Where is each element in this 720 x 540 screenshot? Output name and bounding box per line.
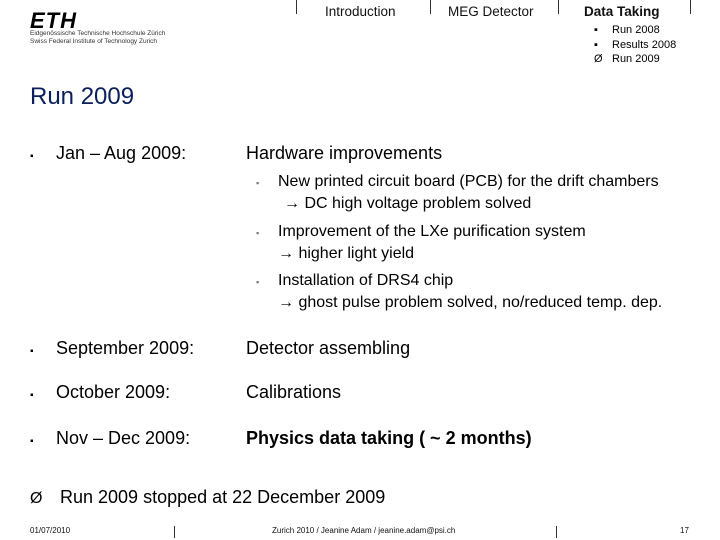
footer-author: Zurich 2010 / Jeanine Adam / jeanine.adam@psi.ch [272,526,456,535]
square-bullet-icon: ▪ [30,390,34,401]
nav-item-meg-detector[interactable]: MEG Detector [448,4,534,19]
hardware-item-result: → DC high voltage problem solved [284,195,532,212]
subnav-label: Results 2008 [612,39,677,51]
subnav-item-run-2009[interactable] [594,53,660,65]
row-label [30,338,194,359]
hardware-item [256,173,659,191]
hardware-item-text: New printed circuit board (PCB) for the drift chambers [278,173,659,190]
subnav-label: Run 2008 [612,24,660,36]
square-bullet-icon: ▪ [594,24,598,36]
hardware-item-result: → ghost pulse problem solved, no/reduced temp. dep. [278,294,663,311]
slide-title: Run 2009 [30,83,135,110]
nav-item-data-taking[interactable]: Data Taking [584,4,660,19]
page-number: 17 [680,526,689,535]
row-value: Hardware improvements [246,143,443,163]
nav-item-introduction[interactable]: Introduction [325,4,396,19]
square-bullet-icon: ▪ [594,39,598,51]
hardware-item-text: Installation of DRS4 chip [278,272,454,289]
logo-line2: Swiss Federal Institute of Technology Zurich [30,38,158,45]
footer-separator [556,526,557,538]
hardware-item [256,223,586,241]
row-label [30,382,170,403]
subnav-item-run-2008[interactable] [594,24,660,36]
nav-separator [558,0,559,14]
row-label [30,143,186,164]
conclusion-text: Run 2009 stopped at 22 December 2009 [60,487,386,507]
row-label-text: October 2009: [56,382,171,402]
arrow-bullet-icon: Ø [30,490,43,507]
nav-separator [690,0,691,14]
row-label-text: September 2009: [56,338,195,358]
hardware-item-result: → higher light yield [278,245,415,262]
eth-logo: ETH [30,8,77,33]
arrow-bullet-icon: Ø [594,53,603,65]
row-label-text: Jan – Aug 2009: [56,143,187,163]
row-label [30,428,190,449]
subnav-item-results-2008[interactable] [594,39,676,51]
square-bullet-icon: ▪ [30,436,34,447]
row-value: Physics data taking ( ~ 2 months) [246,428,532,448]
logo-line1: Eidgenössische Technische Hochschule Zürich [30,30,166,37]
square-bullet-icon: ▪ [30,346,34,357]
conclusion [30,487,385,508]
hardware-item-text: Improvement of the LXe purification system [278,223,586,240]
row-value: Detector assembling [246,338,411,358]
footer-separator [174,526,175,538]
subnav-label: Run 2009 [612,53,660,65]
row-label-text: Nov – Dec 2009: [56,428,191,448]
nav-separator [430,0,431,14]
nav-separator [296,0,297,14]
square-bullet-icon: ▪ [256,228,260,238]
footer-date: 01/07/2010 [30,526,71,535]
hardware-item [256,272,453,290]
square-bullet-icon: ▪ [256,277,260,287]
square-bullet-icon: ▪ [30,151,34,162]
square-bullet-icon: ▪ [256,178,260,188]
row-value: Calibrations [246,382,342,402]
